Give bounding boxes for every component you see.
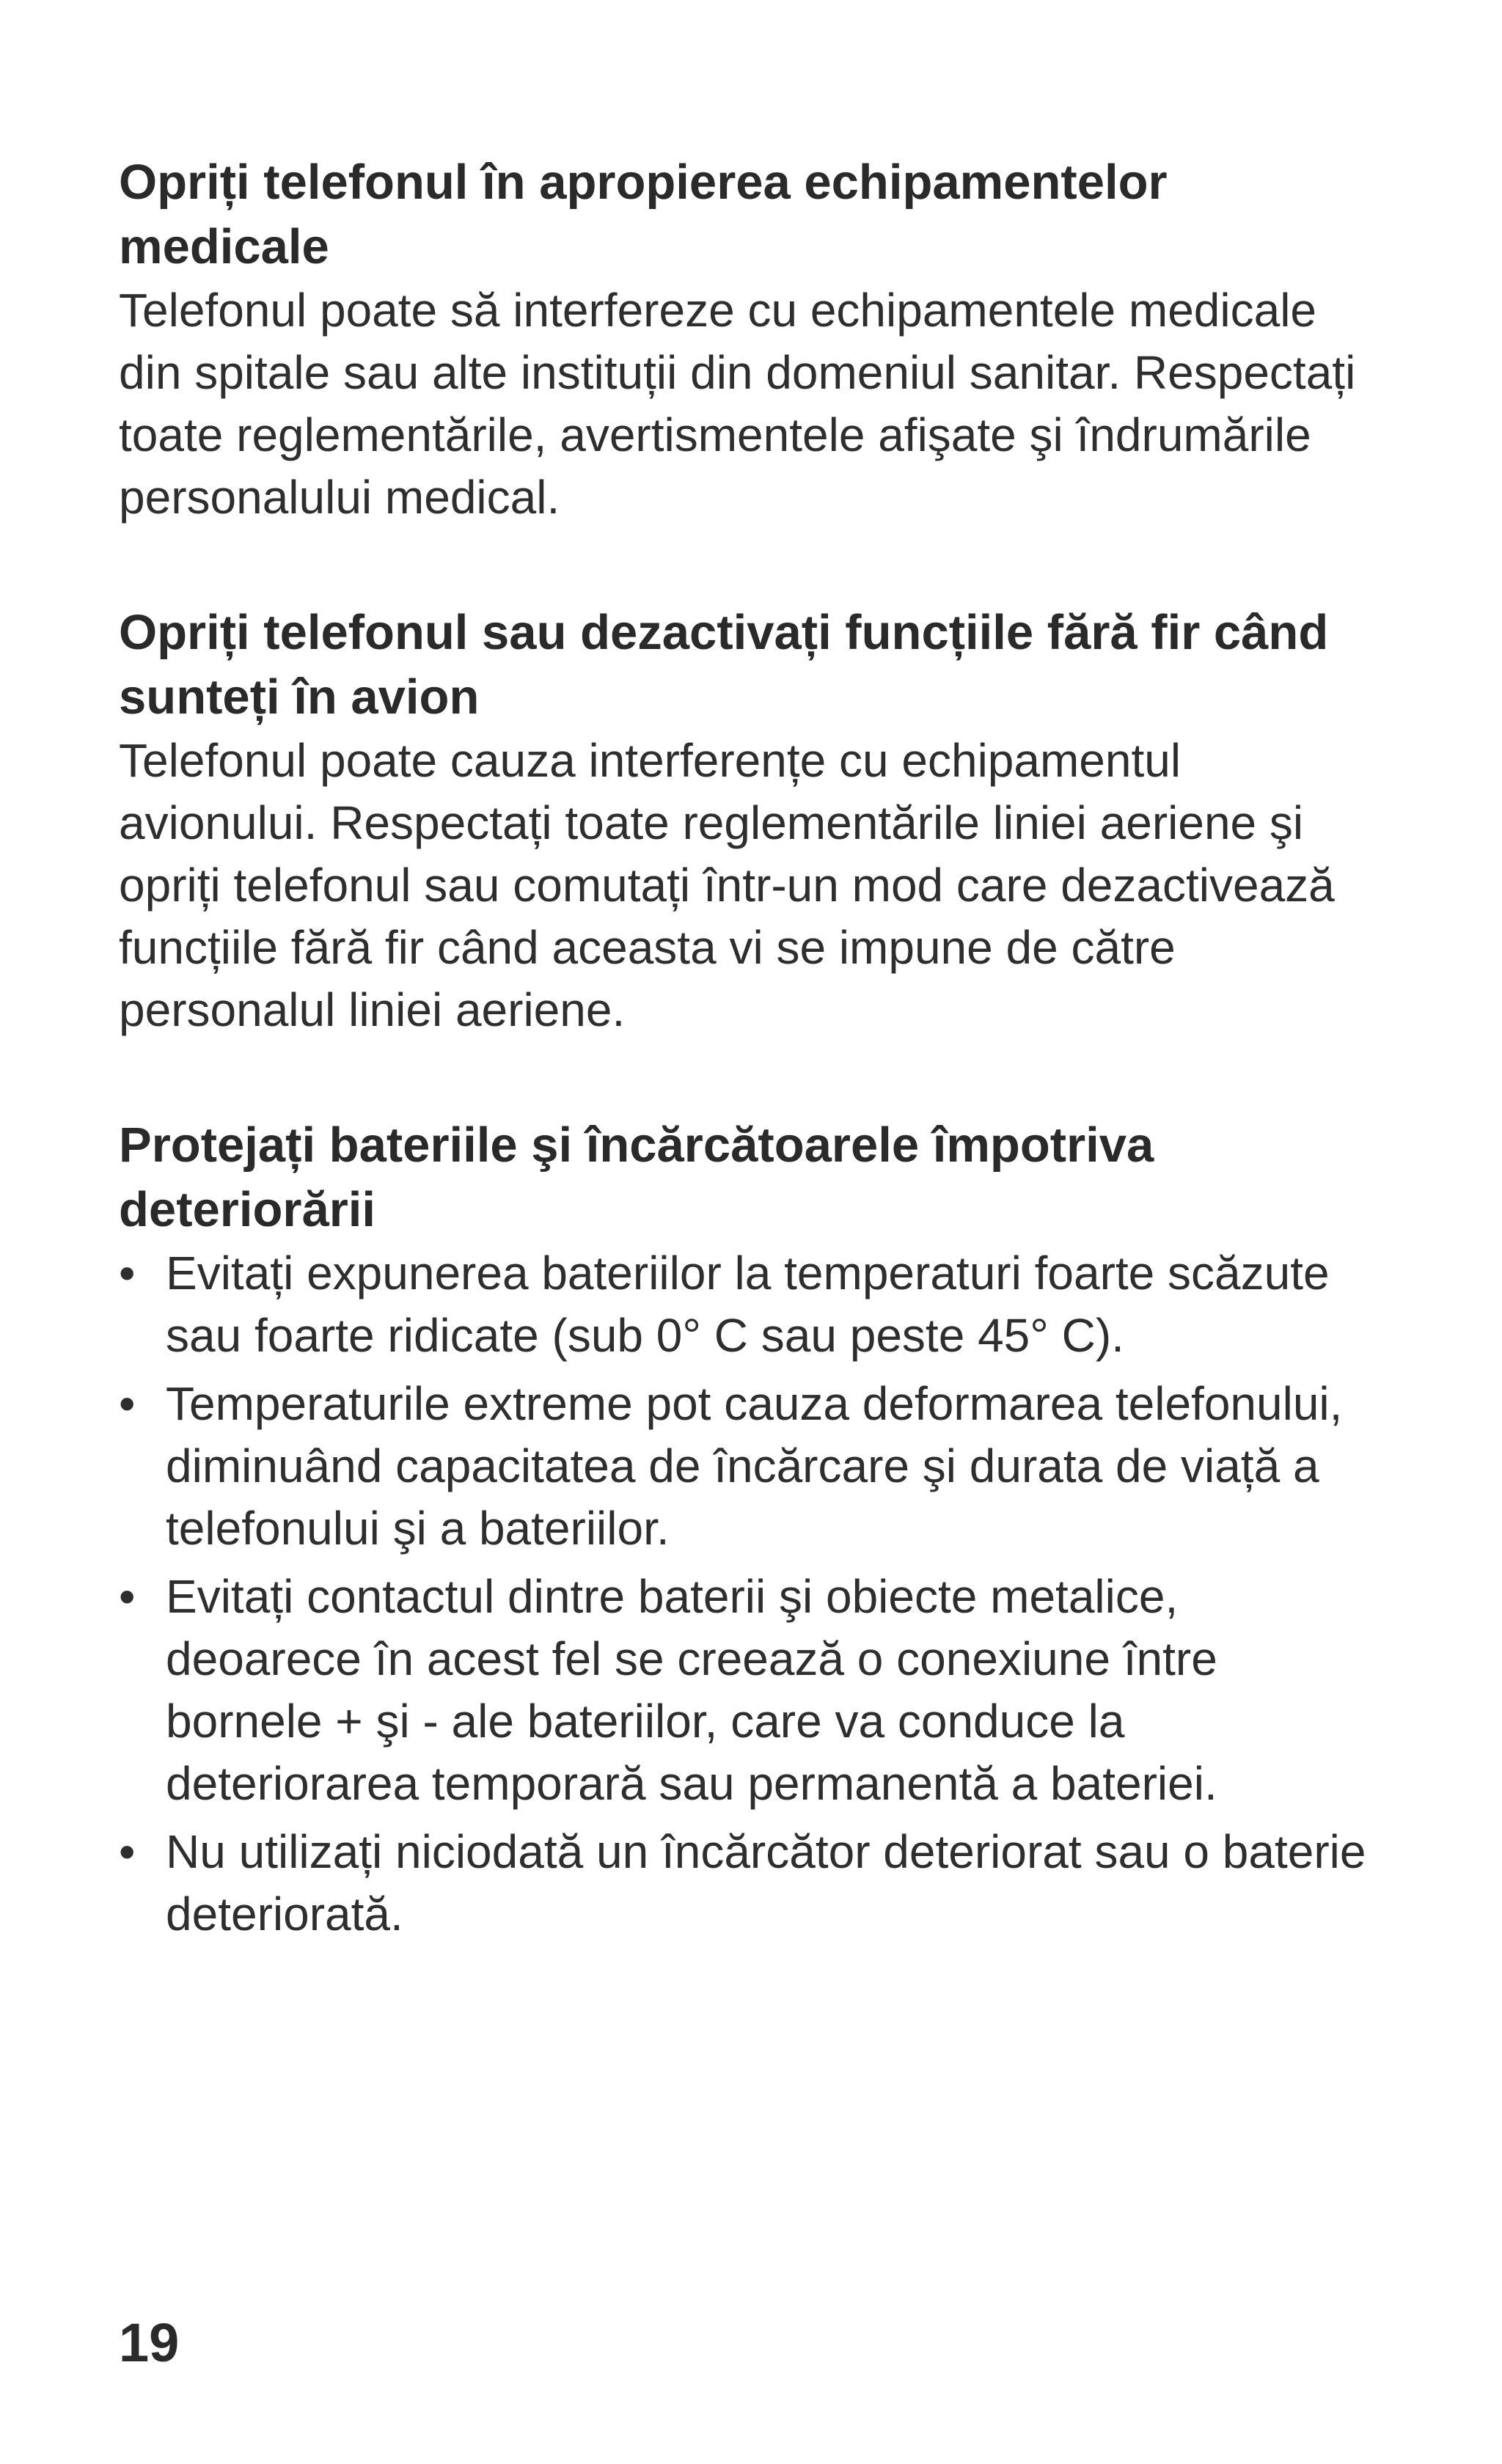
list-item-text: Nu utilizați niciodată un încărcător deteriorat sau o baterie deteriorată. bbox=[166, 1825, 1366, 1940]
bullet-icon: • bbox=[119, 1825, 136, 1878]
list-item bbox=[119, 1373, 1380, 1560]
section-airplane bbox=[119, 601, 1380, 1041]
section-heading: Opriți telefonul sau dezactivați funcțiile fără fir când sunteți în avion bbox=[119, 605, 1329, 725]
list-item-text: Temperaturile extreme pot cauza deformarea telefonului, diminuând capacitatea de încărcare şi durata de viață a telefonului şi a bateriilor. bbox=[166, 1377, 1343, 1555]
page-number: 19 bbox=[119, 2312, 180, 2373]
list-item-text: Evitați expunerea bateriilor la temperaturi foarte scăzute sau foarte ridicate (sub 0° C sau peste 45° C). bbox=[166, 1247, 1330, 1362]
list-item bbox=[119, 1821, 1380, 1946]
section-heading: Protejați bateriile şi încărcătoarele împotriva deteriorării bbox=[119, 1118, 1154, 1237]
section-battery-protection bbox=[119, 1113, 1380, 1946]
page-content bbox=[119, 150, 1380, 2017]
section-paragraph: Telefonul poate cauza interferențe cu echipamentul avionului. Respectați toate reglementările liniei aeriene şi opriți telefonul sau comutați într-un mod care dezactivează funcțiile fără fir când aceasta vi se impune de către personalul liniei aeriene. bbox=[119, 734, 1335, 1036]
list-item-text: Evitați contactul dintre baterii şi obiecte metalice, deoarece în acest fel se creează o conexiune între bornele + şi - ale bateriilor, care va conduce la deteriorarea temporară sau permanentă a bateriei. bbox=[166, 1570, 1217, 1810]
bullet-icon: • bbox=[119, 1377, 136, 1430]
section-medical-equipment bbox=[119, 150, 1380, 529]
bullet-icon: • bbox=[119, 1570, 136, 1623]
list-item bbox=[119, 1566, 1380, 1815]
bullet-icon: • bbox=[119, 1247, 136, 1299]
section-paragraph: Telefonul poate să interfereze cu echipamentele medicale din spitale sau alte instituții din domeniul sanitar. Respectați toate reglementările, avertismentele afişate şi îndrumările personalului medical. bbox=[119, 284, 1356, 524]
list-item bbox=[119, 1242, 1380, 1367]
section-heading: Opriți telefonul în apropierea echipamentelor medicale bbox=[119, 155, 1168, 274]
bullet-list bbox=[119, 1242, 1380, 1946]
